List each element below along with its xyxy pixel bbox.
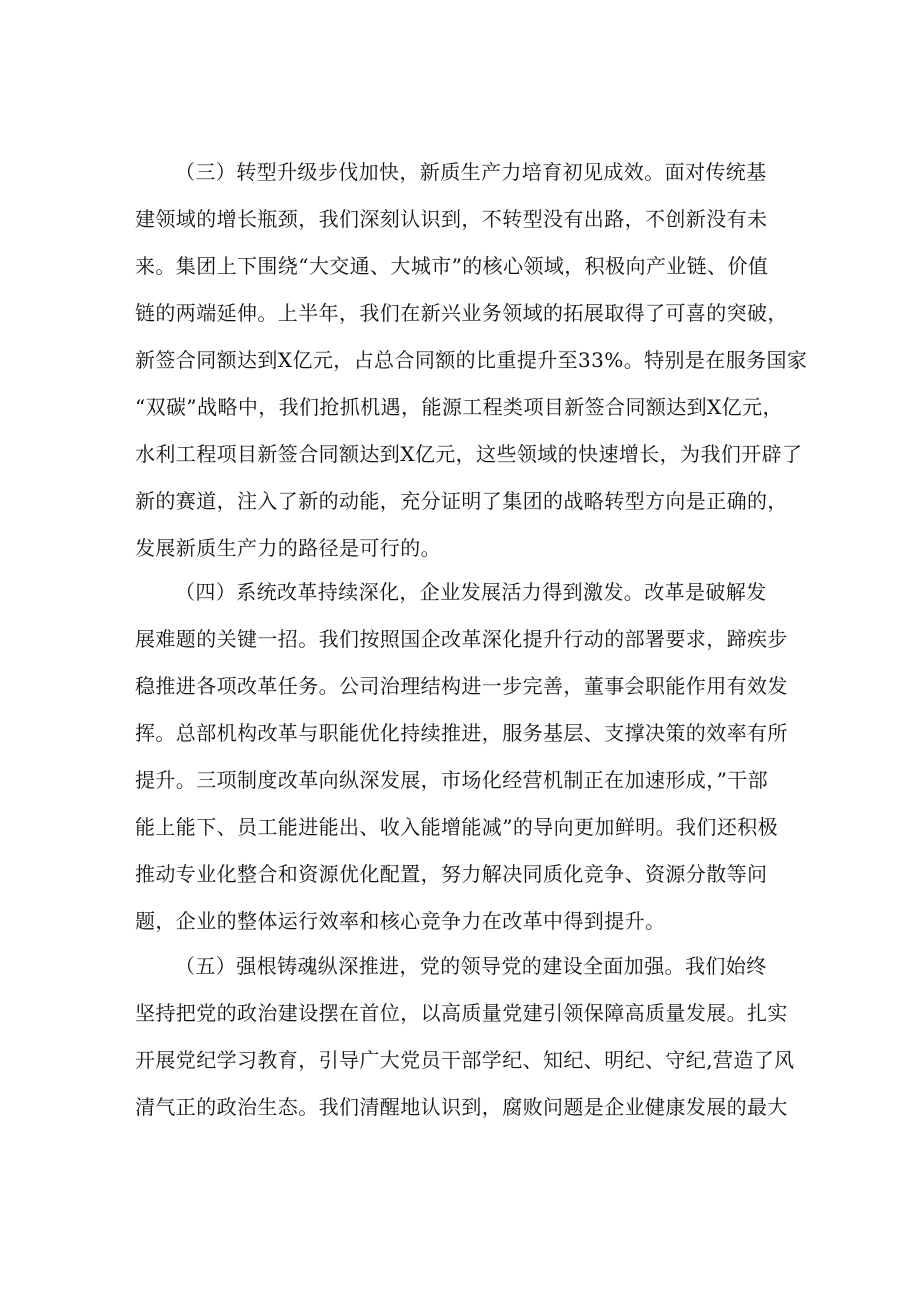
paragraph-line: 水利工程项目新签合同额达到X亿元，这些领域的快速增长，为我们开辟了 bbox=[135, 442, 803, 466]
paragraph-line: 新签合同额达到X亿元，占总合同额的比重提升至33%。特别是在服务国家 bbox=[135, 348, 808, 372]
paragraph-line: 推动专业化整合和资源优化配置，努力解决同质化竞争、资源分散等问 bbox=[135, 862, 768, 886]
paragraph-line: （四）系统改革持续深化，企业发展活力得到激发。改革是破解发 bbox=[175, 580, 767, 604]
paragraph-line: 稳推进各项改革任务。公司治理结构进一步完善，董事会职能作用有效发 bbox=[135, 674, 788, 698]
paragraph-line: 开展党纪学习教育，引导广大党员干部学纪、知纪、明纪、守纪,营造了风 bbox=[135, 1048, 795, 1072]
paragraph-line: （五）强根铸魂纵深推进，党的领导党的建设全面加强。我们始终 bbox=[175, 954, 767, 978]
paragraph-line: 链的两端延伸。上半年，我们在新兴业务领域的拓展取得了可喜的突破， bbox=[135, 301, 788, 325]
paragraph-line: 建领域的增长瓶颈，我们深刻认识到，不转型没有出路，不创新没有未 bbox=[135, 207, 768, 231]
paragraph-line: 来。集团上下围绕“大交通、大城市”的核心领域，积极向产业链、价值 bbox=[135, 254, 769, 278]
paragraph-line: 清气正的政治生态。我们清醒地认识到，腐败问题是企业健康发展的最大 bbox=[135, 1095, 788, 1119]
paragraph-line: 能上能下、员工能进能出、收入能增能减”的导向更加鲜明。我们还积极 bbox=[135, 815, 779, 839]
paragraph-line: 发展新质生产力的路径是可行的。 bbox=[135, 536, 441, 560]
paragraph-line: 提升。三项制度改革向纵深发展，市场化经营机制正在加速形成，”干部 bbox=[135, 768, 769, 792]
paragraph-line: 挥。总部机构改革与职能优化持续推进，服务基层、支撑决策的效率有所 bbox=[135, 721, 788, 745]
paragraph-line: （三）转型升级步伐加快，新质生产力培育初见成效。面对传统基 bbox=[175, 160, 767, 184]
paragraph-line: 题，企业的整体运行效率和核心竞争力在改革中得到提升。 bbox=[135, 909, 666, 933]
paragraph-line: “双碳”战略中，我们抢抓机遇，能源工程类项目新签合同额达到X亿元， bbox=[135, 395, 783, 419]
paragraph-line: 新的赛道，注入了新的动能，充分证明了集团的战略转型方向是正确的， bbox=[135, 489, 788, 513]
paragraph-line: 展难题的关键一招。我们按照国企改革深化提升行动的部署要求，蹄疾步 bbox=[135, 627, 788, 651]
paragraph-line: 坚持把党的政治建设摆在首位，以高质量党建引领保障高质量发展。扎实 bbox=[135, 1001, 788, 1025]
